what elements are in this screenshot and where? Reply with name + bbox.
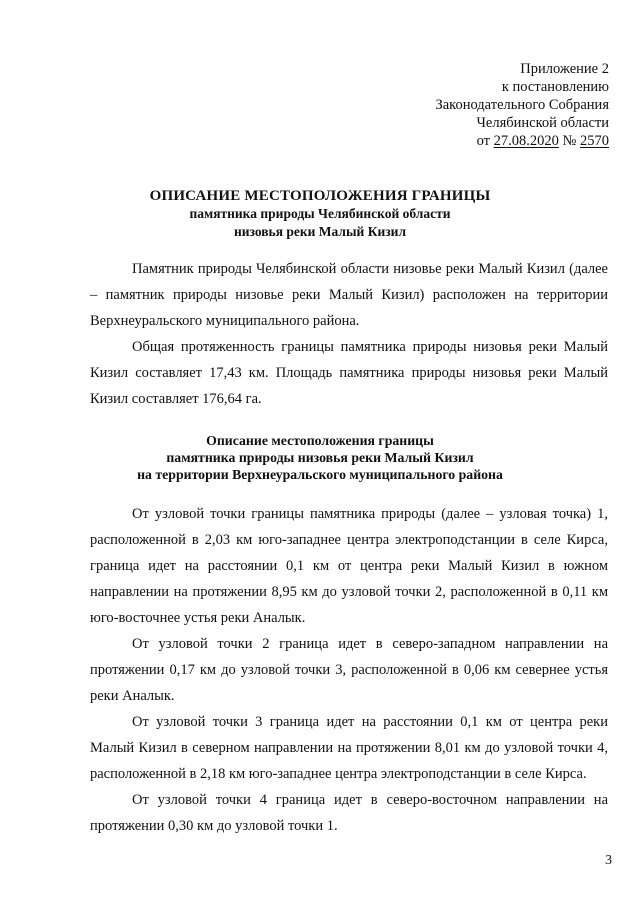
appendix-title: Приложение 2 <box>520 61 609 77</box>
main-heading <box>40 187 600 241</box>
appendix-date-line <box>435 132 609 150</box>
page-number: 3 <box>605 853 612 868</box>
number-prefix: № <box>562 133 577 149</box>
section-heading-line2: памятника природы низовья реки Малый Кизил <box>166 450 474 465</box>
appendix-block <box>435 60 609 150</box>
section-heading-line1: Описание местоположения границы <box>206 433 434 448</box>
appendix-region: Челябинской области <box>476 115 609 131</box>
intro-paragraph-1: Памятник природы Челябинской области низовье реки Малый Кизил (далее – памятник природы низовье реки Малый Кизил) расположен на территории Верхнеуральского муниципального района. <box>90 261 608 329</box>
body-paragraph-1: От узловой точки границы памятника природы (далее – узловая точка) 1, расположенной в 2,03 км юго-западнее центра электроподстанции в селе Кирса, граница идет на расстоянии 0,1 км от центра реки Малый Кизил в южном направлении на протяжении 8,95 км до узловой точки 2, расположенной в 0,11 км юго-восточнее устья реки Аналык. <box>90 506 608 626</box>
section-heading-line3: на территории Верхнеуральского муниципального района <box>137 467 503 482</box>
body-paragraph-2: От узловой точки 2 граница идет в северо-западном направлении на протяжении 0,17 км до узловой точки 3, расположенной в 0,06 км севернее устья реки Аналык. <box>90 636 608 704</box>
appendix-issuer: Законодательного Собрания <box>435 97 609 113</box>
main-heading-line2: памятника природы Челябинской области <box>189 206 451 221</box>
main-heading-line1: ОПИСАНИЕ МЕСТОПОЛОЖЕНИЯ ГРАНИЦЫ <box>149 188 491 204</box>
decree-date: 27.08.2020 <box>493 133 559 149</box>
appendix-ref: к постановлению <box>501 79 609 95</box>
body-paragraph-3: От узловой точки 3 граница идет на расстоянии 0,1 км от центра реки Малый Кизил в северном направлении на протяжении 8,01 км до узловой точки 4, расположенной в 2,18 км юго-западнее центра электроподстанции в селе Кирса. <box>90 714 608 782</box>
intro-paragraph-2: Общая протяженность границы памятника природы низовья реки Малый Кизил составляет 17,43 км. Площадь памятника природы низовья реки Малый Кизил составляет 176,64 га. <box>90 339 608 407</box>
section-heading <box>40 432 600 483</box>
decree-number: 2570 <box>580 133 609 149</box>
body-paragraph-4: От узловой точки 4 граница идет в северо-восточном направлении на протяжении 0,30 км до узловой точки 1. <box>90 792 608 834</box>
date-prefix: от <box>476 133 491 149</box>
main-heading-line3: низовья реки Малый Кизил <box>233 224 407 239</box>
